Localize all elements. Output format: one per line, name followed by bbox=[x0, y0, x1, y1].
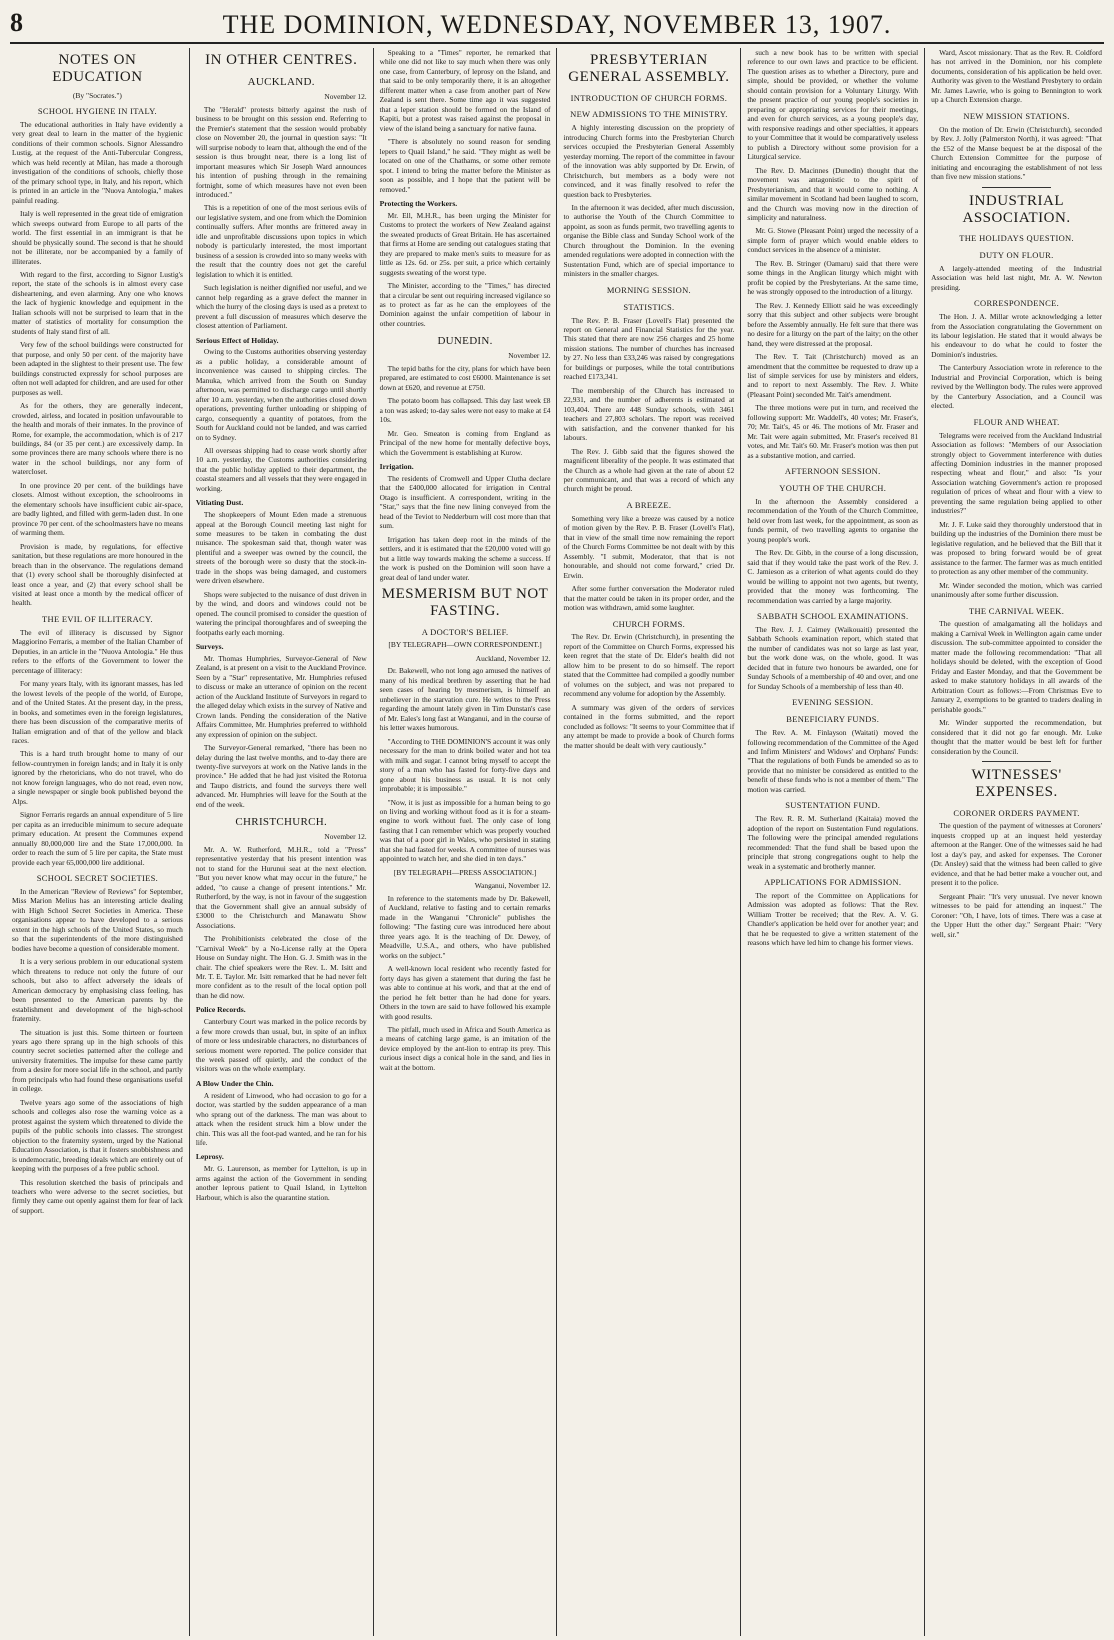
paragraph: Provision is made, by regulations, for effective sanitation, but these regulations are more honoured in the breach than in the observance. The regulations demand that (1) every school shall be thoroughly disinfected at least once a year, and (2) that every school shall be visited at least once a month by the medical officer of health. bbox=[12, 541, 183, 608]
subheading: A DOCTOR'S BELIEF. bbox=[421, 626, 509, 637]
paragraph: Such legislation is neither dignified nor useful, and we cannot help regarding as a grave defect the manner in which the hurry of the closing days is used as a pretext to prevent a full discussion of measures which deserve the closest attention of Parliament. bbox=[195, 283, 367, 331]
paragraph: A well-known local resident who recently fasted for forty days has given a statement that during the fast he was able to continue at his work, and that at the end of the period he felt better than he had done for years. Others in the town are said to have followed his example with good results. bbox=[379, 964, 551, 1021]
paragraph: The Prohibitionists celebrated the close of the "Carnival Week" by a No-License rally at the Opera House on Sunday night. The Hon. G. J. Smith was in the chair. The chief speakers were the Rev. L. M. Isitt and Mr. T. E. Taylor. Mr. Isitt remarked that he had never felt more confident as to the result of the local option poll than he did now. bbox=[195, 934, 367, 1000]
sidehead: Irrigation. bbox=[379, 462, 414, 472]
subheading: SUSTENTATION FUND. bbox=[785, 800, 881, 811]
section-heading: CHRISTCHURCH. bbox=[235, 816, 328, 829]
columns bbox=[10, 48, 1104, 1636]
byline: (By "Socrates.") bbox=[72, 90, 122, 100]
sidehead: Leprosy. bbox=[195, 1152, 224, 1162]
paragraph: Irrigation has taken deep root in the minds of the settlers, and it is estimated that the £20,000 voted will go but a little way towards making the scheme a success. If the work is pushed on the Dominion will soon have a great deal of land under water. bbox=[379, 534, 551, 582]
subheading: CORONER ORDERS PAYMENT. bbox=[953, 807, 1080, 818]
dateline: November 12. bbox=[324, 92, 367, 102]
paragraph: This is a hard truth brought home to many of our fellow-countrymen in foreign lands; and in Italy it is only ignored by the rhetoricians, who do not travel, who do not know foreign languages, who do not read, even now, a single newspaper or single book published beyond the Alps. bbox=[12, 749, 183, 806]
dateline: Wanganui, November 12. bbox=[474, 881, 551, 891]
subheading: YOUTH OF THE CHURCH. bbox=[779, 483, 887, 494]
paragraph: Owing to the Customs authorities observing yesterday as a public holiday, a considerable amount of inconvenience was caused to shipping circles. The Manuka, which arrived from the South on Sunday afternoon, was permitted to discharge cargo until shortly after 10 a.m. yesterday, when the authorities closed down operations, preventing further unloading or shipping of cargo, consequently a quantity of potatoes, from the South for Auckland could not be landed, and was carried on to Sydney. bbox=[195, 347, 367, 442]
paragraph: Very few of the school buildings were constructed for that purpose, and only 50 per cent. of the majority have been adapted in the slightest to their present use. The few buildings constructed expressly for school purposes are often not well adapted for children, and are used for other purposes as well. bbox=[12, 340, 183, 397]
sidehead: Serious Effect of Holiday. bbox=[195, 335, 279, 345]
paragraph: A highly interesting discussion on the propriety of introducing Church forms into the Presbyterian Church services occupied the Presbyterian General Assembly yesterday morning. The report of the committee in favour of the innovation was ably supported by Dr. Erwin, of Christchurch, but members as a body were not convinced, and it was finally resolved to refer the question back to Presbyteries. bbox=[563, 123, 735, 199]
column-1 bbox=[10, 48, 190, 1636]
column-4 bbox=[557, 48, 741, 1636]
paragraph: Mr. Ell, M.H.R., has been urging the Minister for Customs to protect the workers of New Zealand against the sweated products of Great Britain. He has ascertained that firms at Home are sending out catalogues stating that they are prepared to make men's suits to measure for as little as 12s. 6d. or 25s. per suit, a price which certainly suggests sweating of the worst type. bbox=[379, 210, 551, 277]
paragraph: The evil of illiteracy is discussed by Signor Maggiorino Ferraris, a member of the Italian Chamber of Deputies, in an article in the "Nuova Antologia." He thus refers to the efforts of the Government to lower the percentage of illiteracy: bbox=[12, 627, 183, 675]
paragraph: All overseas shipping had to cease work shortly after 10 a.m. yesterday, the Customs authorities considering that the public holiday applied to their department, the coastal steamers and all vessels that they were engaged in working. bbox=[195, 445, 367, 493]
paragraph: The Rev. J. Gibb said that the figures showed the magnificent liberality of the people. It was estimated that the Church as a whole had given at the rate of about £2 per communicant, and that was a record of which any church might be proud. bbox=[563, 446, 735, 494]
paragraph: The Canterbury Association wrote in reference to the Industrial and Provincial Corporation, which is being revived by the Wellington body. The rules were approved by the Canterbury Association, and a Council was elected. bbox=[931, 363, 1102, 411]
paragraph: Canterbury Court was marked in the police records by a few more crowds than usual, but, in spite of an influx of more or less undesirable characters, no disturbances of serious moment were reported. The police consider that the week passed off quietly, and the conduct of the visitors was on the whole exemplary. bbox=[195, 1017, 367, 1074]
subheading: CORRESPONDENCE. bbox=[974, 298, 1060, 309]
paragraph: The Rev. R. R. M. Sutherland (Kaitaia) moved the adoption of the report on Sustentation Fund regulations. The following were the principal amended regulations recommended: That the fund shall be based upon the principle that strong congregations ought to help the weak in a systematic and brotherly manner. bbox=[747, 814, 919, 871]
paragraph: The Surveyor-General remarked, "there has been no delay during the last twelve months, and to-day there are twenty-five surveyors at work on the Native lands in the province." He added that he had just visited the Rotorua and Taupo districts, and found the surveys there well advanced. Mr. Humphries will leave for the South at the end of the week. bbox=[195, 743, 367, 809]
paragraph: The shopkeepers of Mount Eden made a strenuous appeal at the Borough Council meeting last night for some measures to be taken in combating the dust nuisance. The spokesman said that, though water was plentiful and a sweeper was owned by the council, the streets of the borough were so dusty that the stock-in-trade in the shops was being damaged, and customers were driven elsewhere. bbox=[195, 510, 367, 586]
paragraph: Mr. Winder supported the recommendation, but considered that it did not go far enough. Mr. Luke thought that the matter would be best left for further consideration by the Council. bbox=[931, 718, 1102, 756]
section-heading: AUCKLAND. bbox=[247, 76, 315, 89]
headline: WITNESSES' EXPENSES. bbox=[971, 767, 1062, 801]
subheading: AFTERNOON SESSION. bbox=[784, 466, 881, 477]
byline: [BY TELEGRAPH—PRESS ASSOCIATION.] bbox=[393, 867, 537, 877]
dateline: Auckland, November 12. bbox=[475, 653, 551, 663]
paragraph: In the afternoon it was decided, after much discussion, to authorise the Youth of the Church Committee to appoint, as soon as funds permit, two travelling agents to organise the Bible class and Sunday School work of the Church throughout the Dominion. In the evening amended regulations were adopted in connection with the Sustentation Fund, which are of special importance to ministers in the smaller charges. bbox=[563, 203, 735, 279]
headline: MESMERISM BUT NOT FASTING. bbox=[381, 586, 549, 620]
paragraph: The Rev. A. M. Finlayson (Waitati) moved the following recommendation of the Committee of the Aged and Infirm Ministers' and Widows' and Orphans' Funds: "That the regulations of both Funds be amended so as to provide that no minister be considered as entitled to the benefit of these funds who is not a member of them." The motion was carried. bbox=[747, 728, 919, 794]
headline: INDUSTRIAL ASSOCIATION. bbox=[962, 192, 1071, 226]
paragraph: The Rev. Dr. Gibb, in the course of a long discussion, said that if they would take the past work of the Rev. J. C. Jamieson as a criterion of what agents could do they would be willing to appoint not two agents, but twenty, provided that the money was forthcoming. The recommendation was carried by a large majority. bbox=[747, 548, 919, 605]
dateline: November 12. bbox=[324, 832, 367, 842]
paragraph: In the American "Review of Reviews" for September, Miss Marion Melius has an interesting article dealing with High School Secret Societies in America. These organisations appear to have developed to a serious extent in the high schools of the United States, so much so that the superintendents of the more distinguished bodies have become a question of considerable moment. bbox=[12, 886, 183, 953]
paragraph: such a new book has to be written with special reference to our own laws and practice to be efficient. The question arises as to whether a Directory, pure and simple, should be provided, or whether the volume should contain provision for a Voluntary Liturgy. With the present practice of our young people's societies in preparing or appropriating services for their meetings, and even for church services, as a young people's day, with responsive readings and other specialties, it appears to your Committee that it would be comparatively useless to publish a Directory without some provision for a Liturgical service. bbox=[747, 48, 919, 162]
headline: NOTES ON EDUCATION bbox=[52, 52, 143, 86]
subheading: DUTY ON FLOUR. bbox=[979, 249, 1054, 260]
paragraph: Twelve years ago some of the associations of high schools and colleges also rose the warning voice as a protest against the system which threatened to divide the pupils of the public schools into classes. The strongest objection to the fraternity system, urged by the National Education Association, is that it fosters snobbishness and is undemocratic, breeding ideals which are entirely out of keeping with the purposes of a free public school. bbox=[12, 1097, 183, 1174]
paragraph: Something very like a breeze was caused by a notice of motion given by the Rev. P. B. Fraser (Lovell's Flat), that in view of the small time now remaining the report of the Church Forms Committee be not dealt with by this Assembly. "I submit, Moderator, that that is not honourable, and should not come forward," cried Dr. Erwin. bbox=[563, 513, 735, 580]
paragraph: With regard to the first, according to Signor Lustig's report, the state of the schools is in almost every case disheartening, and even alarming. Any one who knows the lack of hygienic knowledge and equipment in the Italian schools will not be surprised to learn that in the matter of statistics of mortality for consumption the students of Italy stand first of all. bbox=[12, 270, 183, 336]
subheading: MORNING SESSION. bbox=[606, 284, 691, 295]
paragraph: The question of amalgamating all the holidays and making a Carnival Week in Wellington again came under discussion. The sub-committee appointed to consider the matter made the following recommendation: "That all holidays should be deleted, with the exception of Good Friday and Easter Monday, and that the Government be asked to make statutory holidays in all awards of the Arbitration Court as follows:—From Christmas Eve to January 2, exemptions to be granted to traders dealing in perishable goods." bbox=[931, 619, 1102, 714]
paragraph: As for the others, they are generally indecent, crowded, airless, and located in position unfavourable to the health and morals of their inmates. In the province of Rome, for example, the accommodation, which is of 217 buildings, 84 (or 35 per cent.) are excessively damp. In some provinces there are many schools where there is no water in the school buildings, nor any form of watercloset. bbox=[12, 401, 183, 477]
sidehead: Vitiating Dust. bbox=[195, 498, 244, 508]
paragraph: The Rev. B. Stringer (Oamaru) said that there were some things in the Anglican liturgy which might with profit be copied by the Presbyterians. At the same time, he was strongly opposed to the introduction of a liturgy. bbox=[747, 258, 919, 297]
paragraph: The Rev. D. Macinnes (Dunedin) thought that the movement was antagonistic to the spirit of Presbyterianism, and that it would come to nothing. A similar movement in Scotland had been laughed to scorn, and the Church was moving now in the direction of simplicity and naturalness. bbox=[747, 165, 919, 222]
paragraph: The Rev. P. B. Fraser (Lovell's Flat) presented the report on General and Financial Statistics for the year. This stated that there are now 256 charges and 25 home mission stations. The number of churches has increased by 27. No less than £33,246 was raised by congregations for buildings or purposes, while the total contributions reached £173,341. bbox=[563, 315, 735, 382]
paragraph: Signor Ferraris regards an annual expenditure of 5 lire per capita as an irreducible minimum to secure adequate primary education. At present the Communes expend annually 80,000,000 lire and the State 17,000,000. In order to reach the sum of 5 lire per capita, the State must provide each year 65,000,000 lire additional. bbox=[12, 810, 183, 867]
dateline: November 12. bbox=[508, 351, 551, 361]
paragraph: The pitfall, much used in Africa and South America as a means of catching large game, is an imitation of the device employed by the ant-lion to entrap its prey. This curious insect digs a conical hole in the sand, and lies in wait at the bottom. bbox=[379, 1024, 551, 1072]
column-3 bbox=[374, 48, 558, 1636]
paragraph: A largely-attended meeting of the Industrial Association was held last night, Mr. A. W. Newton presiding. bbox=[931, 263, 1102, 292]
paragraph: Sergeant Phair: "It's very unusual. I've never known witnesses to be paid for attending an inquest." The Coroner: "Oh, I have, lots of times. There was a case at the Upper Hutt the other day." Sergeant Phair: "Very well, sir." bbox=[931, 891, 1102, 939]
paragraph: Telegrams were received from the Auckland Industrial Association as follows: "Members of our Association strongly object to Government interference with duties affecting Dominion industries in the manner proposed respecting wheat and flour," and also: "Is your Association watching Government's action re proposed regulation of prices of wheat and flour with a view to preventing the same regulation being applied to other industries?" bbox=[931, 430, 1102, 516]
subheading: INTRODUCTION OF CHURCH FORMS. bbox=[570, 92, 728, 103]
paragraph: The situation is just this. Some thirteen or fourteen years ago there sprang up in the high schools of this country secret societies patterned after the college and university fraternities. The impulse for these came partly from a desire for more social life in the school, and partly from principals who had found these organisations useful in college. bbox=[12, 1027, 183, 1094]
paragraph: The question of the payment of witnesses at Coroners' inquests cropped up at an inquest held yesterday afternoon at the Ranger. One of the witnesses said he had lost a day's pay, and asked for expenses. The Coroner (Dr. Ansley) said that the witness had been called to give evidence, and that he had better make a voucher out, and present it to the police. bbox=[931, 821, 1102, 888]
paragraph: On the motion of Dr. Erwin (Christchurch), seconded by Rev. J. Jolly (Palmerston North), it was agreed: "That the £52 of the Manse bequest be at the disposal of the Church Extension Committee for the purpose of initiating and encouraging the establishment of not less than five new mission stations." bbox=[931, 124, 1102, 182]
paragraph: The three motions were put in turn, and received the following support: Mr. Waddell's, 40 votes; Mr. Fraser's, 70; Mr. Tait's, 45 or 46. The motions of Mr. Fraser and Mr. Tait were again submitted, Mr. Fraser's received 81 votes, and Mr. Tait's 60. Mr. Fraser's motion was then put as a substantive motion, and carried. bbox=[747, 403, 919, 460]
paragraph: The Minister, according to the "Times," has directed that a circular be sent out requiring increased vigilance so as to protect as far as he can the employees of the Dominion against the unfair competition of labour in other countries. bbox=[379, 281, 551, 328]
paragraph: The Rev. J. Kennedy Elliott said he was exceedingly sorry that this subject and other subjects were brought before the Assembly annually. He felt sure that there was no desire for a liturgy on the part of the laity; on the other hand, they were distressed at the proposal. bbox=[747, 300, 919, 348]
paragraph: In one province 20 per cent. of the buildings have closets. Almost without exception, the schoolrooms in the elementary schools have insufficient cubic air-space, are badly lighted, and filled with germ-laden dust. In one province 70 per cent. of the schoolmasters have no means of warming them. bbox=[12, 480, 183, 538]
paragraph: Mr. A. W. Rutherford, M.H.R., told a "Press" representative yesterday that his present intention was not to stand for the Hurunui seat at the next election. "But you never know what may occur in the future," he added, "to cause a change of present intentions." Mr. Rutherford, by the way, is not in favour of the suggestion that the Government shall give an annual subsidy of £3000 to the Christchurch and Manawatu Show Associations. bbox=[195, 844, 367, 930]
paragraph: Mr. G. Laurenson, as member for Lyttelton, is up in arms against the action of the Government in sending another leprous patient to Quail Island, in Lyttelton Harbour, which is also the quarantine station. bbox=[195, 1164, 367, 1202]
paragraph: "Now, it is just as impossible for a human being to go on living and working without food as it is for a steam-engine to work without fuel. The only case of long fasting that I can remember which was properly vouched was that of a poor girl in Wales, who persisted in stating that she had fasted for weeks. A committee of nurses was appointed to watch her, and she died in ten days." bbox=[379, 797, 551, 864]
paragraph: The Rev. T. Tait (Christchurch) moved as an amendment that the committee be requested to draw up a list of simple services for use by ministers and elders, and to report to next Assembly. The Rev. J. White (Pleasant Point) seconded Mr. Tait's amendment. bbox=[747, 352, 919, 399]
subheading: THE CARNIVAL WEEK. bbox=[968, 605, 1065, 616]
column-2 bbox=[190, 48, 374, 1636]
divider bbox=[982, 187, 1050, 188]
paragraph: "According to THE DOMINION'S account it was only necessary for the man to drink boiled water and hot tea with milk and sugar. I cannot bring myself to accept the story of a man who has fasted for forty-five days and gone about his business as usual. It is not only improbable; it is impossible." bbox=[379, 736, 551, 794]
paragraph: The tepid baths for the city, plans for which have been prepared, are estimated to cost £6000. Maintenance is set down at £620, and revenue at £750. bbox=[379, 363, 551, 392]
subheading: STATISTICS. bbox=[623, 301, 675, 312]
paragraph: The Rev. J. J. Cairney (Waikouaiti) presented the Sabbath Schools examination report, which stated that the number of candidates was not so large as last year, but the work done was, on the whole, good. It was decided that in future two honours be awarded, one for Sunday Schools of a membership of 40 and over, and one for Sunday Schools of a membership of less than 40. bbox=[747, 625, 919, 691]
page-number: 8 bbox=[10, 8, 23, 37]
newspaper-title: THE DOMINION, WEDNESDAY, NOVEMBER 13, 1907. bbox=[222, 10, 892, 39]
subheading: BENEFICIARY FUNDS. bbox=[786, 714, 880, 725]
paragraph: The membership of the Church has increased to 22,931, and the number of adherents is estimated at 103,404. There are 448 Sunday schools, with 3461 teachers and 27,803 scholars. The report was received with satisfaction, and the convener thanked for his labours. bbox=[563, 385, 735, 443]
paragraph: The "Herald" protests bitterly against the rush of business to be brought on this session end. Referring to the Premier's statement that the session would probably close on November 20, the journal in question says: "It will surprise nobody to learn that, although the end of the session is thus brought near, there is a long list of important measures which Sir Joseph Ward announces his intention of pushing through in the remaining fortnight, some of which measures have not even been introduced." bbox=[195, 104, 367, 200]
paragraph: After some further conversation the Moderator ruled that the matter could be taken in its proper order, and the motion was withdrawn, amid some laughter. bbox=[563, 584, 735, 613]
subheading: CHURCH FORMS. bbox=[612, 618, 686, 629]
paragraph: "There is absolutely no sound reason for sending lepers to Quail Island," he said. "They might as well be located on one of the Chathams, or some other remote spot. I intend to bring the matter before the Minister as soon as possible, and I hope that the patient will be removed." bbox=[379, 137, 551, 194]
paragraph: In reference to the statements made by Dr. Bakewell, of Auckland, relative to fasting and to certain remarks made in the Wanganui "Chronicle" publishes the following: "The fasting cure was introduced here about three years ago. It is the teaching of Dr. Dewey, of Meadville, U.S.A., and others, who have published works on the subject." bbox=[379, 893, 551, 960]
subheading: SCHOOL SECRET SOCIETIES. bbox=[36, 873, 159, 884]
subheading: APPLICATIONS FOR ADMISSION. bbox=[764, 877, 902, 887]
headline: IN OTHER CENTRES. bbox=[205, 52, 358, 68]
paragraph: Mr. J. F. Luke said they thoroughly understood that in building up the industries of the Dominion there must be legislative regulation, and he believed that the Bill that it was proposed to bring forward would be of great assistance to the farmer. The farmer was as much entitled to protection as any other member of the community. bbox=[931, 519, 1102, 577]
paragraph: A resident of Linwood, who had occasion to go for a doctor, was startled by the sudden appearance of a man who sprang out of the darkness. The man was about to attack when the resident struck him a blow under the chin. This was all the foot-pad wanted, and he ran for his life. bbox=[195, 1090, 367, 1147]
paragraph: The report of the Committee on Applications for Admission was adopted as follows: That the Rev. William Trotter be received; that the Rev. A. V. G. Chandler's application be held over for another year; and that he be requested to give a written statement of the reasons which have led him to change his former views. bbox=[747, 890, 919, 948]
sidehead: Protecting the Workers. bbox=[379, 199, 458, 209]
paragraph: The educational authorities in Italy have evidently a very great deal to learn in the matter of the hygienic conditions of their common schools. Signor Alessandro Lustig, at the request of the Anti-Tubercular Congress, which was held recently at Milan, has made a thorough investigation of the conditions of schools, chiefly those of the primary school type, in Italy, and his report, which is printed in an article in the "Nuova Antologia," makes painful reading. bbox=[12, 119, 183, 205]
paragraph: Shops were subjected to the nuisance of dust driven in by the wind, and doors and windows could not be opened. The council promised to consider the question of watering the principal thoroughfares and of sweeping the footpaths early each morning. bbox=[195, 589, 367, 637]
subheading: NEW ADMISSIONS TO THE MINISTRY. bbox=[570, 109, 728, 120]
subheading: SCHOOL HYGIENE IN ITALY. bbox=[37, 106, 157, 117]
paragraph: Ward, Ascot missionary. That as the Rev. R. Coldford has not arrived in the Dominion, nor his complete documents, consideration of his application be held over. Authority was given to the Westland Presbytery to ordain Mr. James Lawrie, who is going to Bennington to work up a Church Extension charge. bbox=[931, 48, 1102, 105]
paragraph: In the afternoon the Assembly considered a recommendation of the Youth of the Church Committee, held over from last week, for the appointment, as soon as funds permit, of two travelling agents to organise the young people's work. bbox=[747, 496, 919, 544]
paragraph: Mr. Thomas Humphries, Surveyor-General of New Zealand, is at present on a visit to the Auckland Province. Seen by a "Star" representative, Mr. Humphries refused to discuss or make an utterance of opinion on the recent action of the Auckland Institute of Surveyors in regard to the alleged delay which exists in the survey of Native and Crown lands. Pending the consideration of the Native Affairs Committee, Mr. Humphries preferred to withhold any expression of opinion on the subject. bbox=[195, 653, 367, 739]
sidehead: A Blow Under the Chin. bbox=[195, 1078, 274, 1088]
paragraph: Mr. Geo. Smeaton is coming from England as Principal of the new home for mentally defective boys, which the Government is establishing at Kurow. bbox=[379, 428, 551, 457]
paragraph: This is a repetition of one of the most serious evils of our legislative system, and one from which the Dominion continually suffers. After months are frittered away in idle and unprofitable discussions upon topics in which nobody is particularly interested, the most important business of a session is crowded into so many weeks with the result that the country does not get the careful legislation to which it is entitled. bbox=[195, 203, 367, 279]
subheading: A BREEZE. bbox=[626, 499, 672, 510]
sidehead: Police Records. bbox=[195, 1005, 246, 1015]
paragraph: Mr. Winder seconded the motion, which was carried unanimously after some further discussion. bbox=[931, 580, 1102, 600]
paragraph: Dr. Bakewell, who not long ago amused the natives of many of his medical brethren by asserting that he had seen cases of hearing by mesmerism, is himself an unbeliever in the starvation cure. He writes to the Press regarding the amount lately given in Tim Dunstan's case of Mr. Eales's long fast at Wanganui, and in the course of his letter waxes humorous. bbox=[379, 666, 551, 733]
section-heading: DUNEDIN. bbox=[437, 335, 493, 348]
column-5 bbox=[741, 48, 925, 1636]
subheading: NEW MISSION STATIONS. bbox=[963, 110, 1070, 121]
paragraph: The potato boom has collapsed. This day last week £8 a ton was asked; to-day sales were not easy to make at £4 10s. bbox=[379, 396, 551, 425]
column-6 bbox=[925, 48, 1104, 1636]
subheading: THE EVIL OF ILLITERACY. bbox=[42, 613, 153, 624]
paragraph: The Rev. Dr. Erwin (Christchurch), in presenting the report of the Committee on Church Forms, expressed his keen regret that the state of Dr. Elder's health did not allow him to be present to do so himself. The report stated that the Committee had compiled a goodly number of volumes on the subject, and was not prepared to recommend any volume for adoption by the Assembly. bbox=[563, 632, 735, 699]
subheading: EVENING SESSION. bbox=[792, 697, 874, 708]
paragraph: For many years Italy, with its ignorant masses, has led the lowest levels of the people of the world, of Europe, and of the United States. At the present day, in the press, in books, and sometimes even in the foreign legislatures, there has been discussion of the comparative merits of Italian emigration and of that of the yellow and black races. bbox=[12, 679, 183, 745]
subheading: SABBATH SCHOOL EXAMINATIONS. bbox=[757, 611, 909, 622]
divider bbox=[982, 761, 1050, 762]
subheading: FLOUR AND WHEAT. bbox=[973, 416, 1060, 427]
paragraph: Speaking to a "Times" reporter, he remarked that while one did not like to say much when there was only one case, from Canterbury, of leprosy on the Island, and that said to be only temporarily there, it is an altogether different matter when a case from another part of New Zealand is sent there. Some time ago it was suggested that a leper station should be formed on the Island of Kapiti, but a protest was raised against the proposal in view of the island being a sanctuary for native fauna. bbox=[379, 48, 551, 133]
paragraph: Mr. G. Stowe (Pleasant Point) urged the necessity of a simple form of prayer which would enable elders to conduct services in the absence of a minister. bbox=[747, 226, 919, 255]
paragraph: A summary was given of the orders of services contained in the forms submitted, and the report concluded as follows: "It seems to your Committee that if any attempt be made to provide a book of Church forms the matter should be dealt with very cautiously." bbox=[563, 702, 735, 750]
masthead bbox=[10, 6, 1104, 44]
subheading: THE HOLIDAYS QUESTION. bbox=[959, 233, 1074, 243]
paragraph: It is a very serious problem in our educational system which threatens to reduce not only the future of our schools, but also to affect adversely the ideals of American democracy by emphasising class feeling, has been presented to the American parents by the establishment and development of the high-school fraternity. bbox=[12, 957, 183, 1024]
paragraph: Italy is well represented in the great tide of emigration which sweeps outward from Europe to all parts of the world. The first essential in an immigrant is that he should be physically sound. The second is that he should not be illiterate, nor be accompanied by a family of illiterates. bbox=[12, 209, 183, 266]
headline: PRESBYTERIAN GENERAL ASSEMBLY. bbox=[568, 52, 730, 86]
paragraph: The residents of Cromwell and Upper Clutha declare that the £400,000 allocated for irrigation in Central Otago is insufficient. A correspondent, writing in the "Star," says that the fine new lining conveyed from the head of the Teviot to Nedderburn will cost more than that sum. bbox=[379, 473, 551, 531]
sidehead: Surveys. bbox=[195, 642, 224, 652]
paragraph: The Hon. J. A. Millar wrote acknowledging a letter from the Association congratulating the Government on its labour legislation. He stated that it would always be his endeavour to do what he could to foster the Dominion's industries. bbox=[931, 312, 1102, 359]
byline: [BY TELEGRAPH—OWN CORRESPONDENT.] bbox=[388, 640, 542, 650]
paragraph: This resolution sketched the basis of principals and teachers who were adverse to the secret societies, but firmly they came out openly against them for fear of lack of support. bbox=[12, 1177, 183, 1215]
